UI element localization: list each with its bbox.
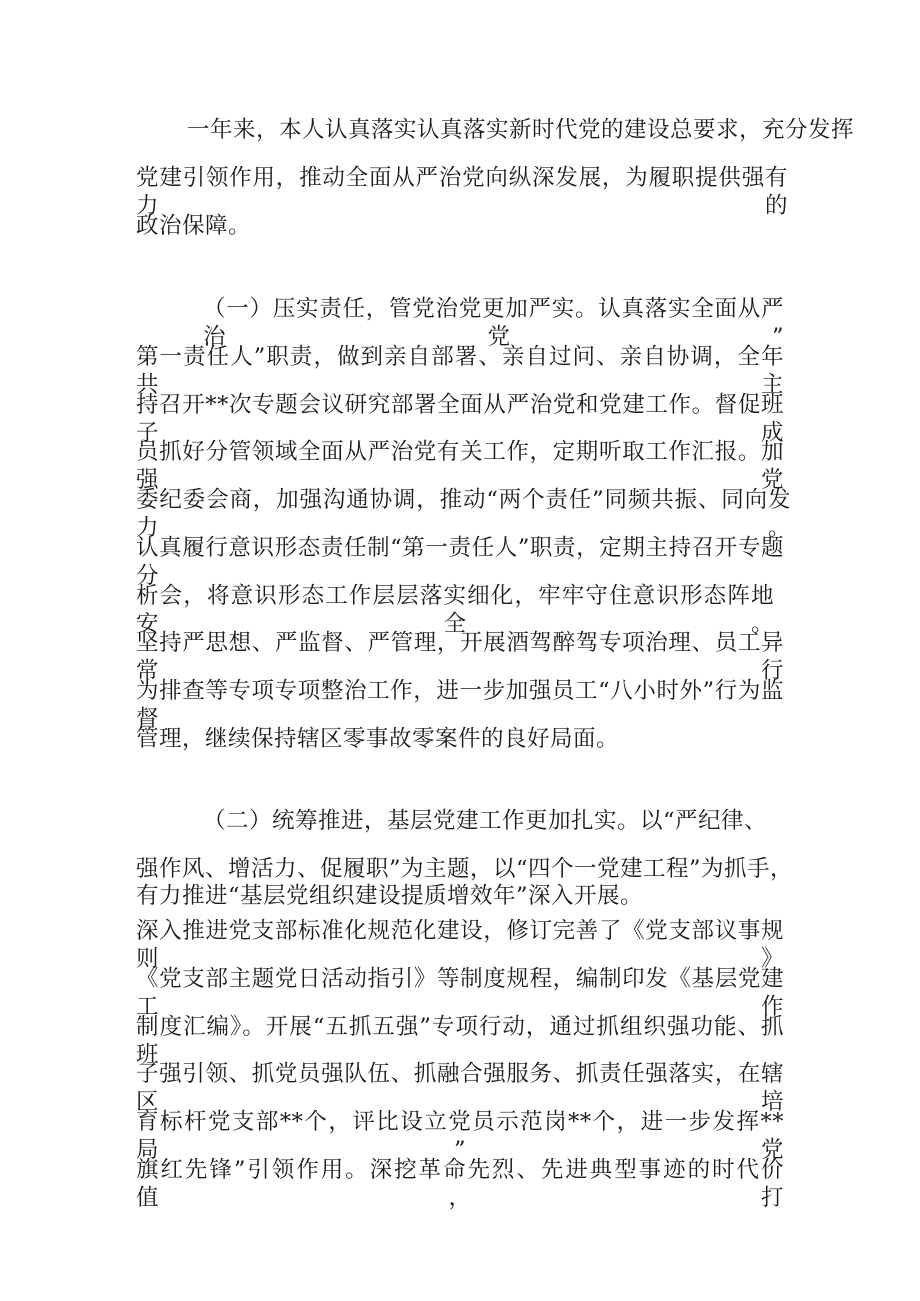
section-2-line-4: 深入推进党支部标准化规范化建设，修订完善了《党支部议事规则》: [136, 918, 784, 972]
section-1-line-9: 为排查等专项专项整治工作，进一步加强员工“八小时外”行为监督: [136, 678, 784, 732]
section-1-heading-line: （一）压实责任，管党治党更加严实。认真落实全面从严治党”: [203, 296, 784, 350]
section-1-line-10: 管理，继续保持辖区零事故零案件的良好局面。: [136, 726, 620, 752]
section-2-line-7: 子强引领、抓党员强队伍、抓融合强服务、抓责任强落实，在辖区培: [136, 1061, 784, 1115]
section-1-line-3: 持召开**次专题会议研究部署全面从严治党和党建工作。督促班子成: [136, 392, 784, 446]
section-1-line-2: 第一责任人”职责，做到亲自部署、亲自过问、亲自协调，全年共主: [136, 344, 784, 398]
section-2-heading-line: （二）统筹推进，基层党建工作更加扎实。以“严纪律、: [203, 808, 768, 834]
intro-line-2: 党建引领作用，推动全面从严治党向纵深发展，为履职提供强有力的: [136, 165, 788, 219]
section-2-line-3: 有力推进“基层党组织建设提质增效年”深入开展。: [136, 883, 644, 909]
section-1-line-4: 员抓好分管领域全面从严治党有关工作，定期听取工作汇报。加强党: [136, 439, 784, 493]
section-1-line-8: 坚持严思想、严监督、严管理，开展酒驾醉驾专项治理、员工异常行: [136, 630, 784, 684]
section-2-line-6: 制度汇编》。开展“五抓五强”专项行动，通过抓组织强功能、抓班: [136, 1014, 784, 1068]
section-2-line-9: 旗红先锋”引领作用。深挖革命先烈、先进典型事迹的时代价值，打: [136, 1157, 784, 1211]
section-2-line-8: 育标杆党支部**个，评比设立党员示范岗**个，进一步发挥**局”党: [136, 1109, 784, 1163]
section-1-line-6: 认真履行意识形态责任制“第一责任人”职责，定期主持召开专题分: [136, 535, 784, 589]
section-2-line-5: 《党支部主题党日活动指引》等制度规程，编制印发《基层党建工作: [136, 966, 784, 1020]
section-1-line-7: 析会，将意识形态工作层层落实细化，牢牢守住意识形态阵地安全。: [136, 583, 774, 637]
intro-line-1: 一年来，本人认真落实认真落实新时代党的建设总要求，充分发挥: [187, 117, 855, 143]
intro-line-3: 政治保障。: [136, 213, 252, 239]
section-1-line-5: 委纪委会商，加强沟通协调，推动“两个责任”同频共振、同向发力。: [136, 487, 791, 541]
section-2-line-2: 强作风、增活力、促履职”为主题，以“四个一党建工程”为抓手，: [136, 856, 794, 882]
